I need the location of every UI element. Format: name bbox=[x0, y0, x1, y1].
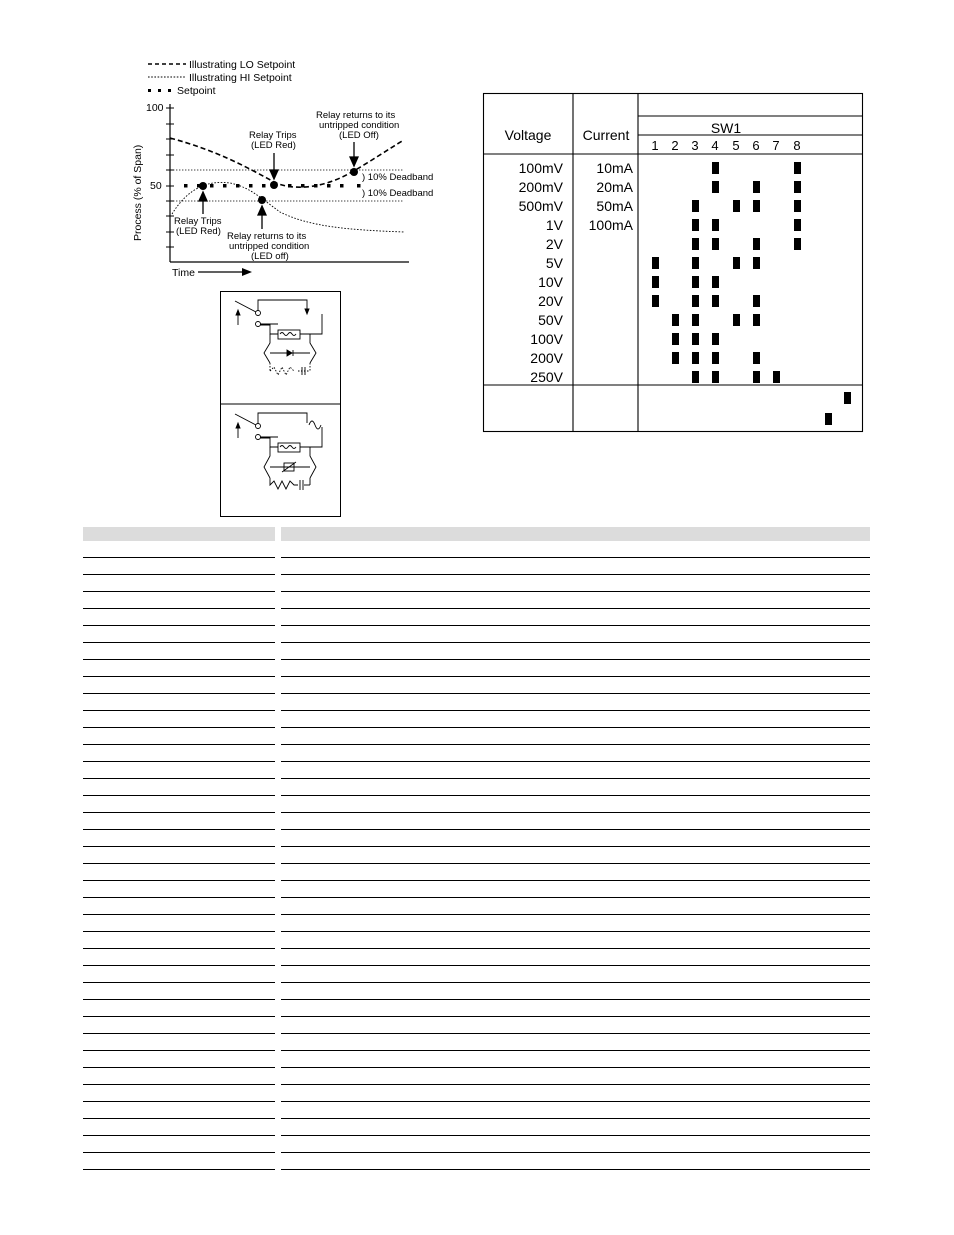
ruled-table-header bbox=[83, 527, 870, 541]
table-row bbox=[530, 350, 760, 366]
table-row bbox=[538, 293, 760, 309]
voltage-cell: 50V bbox=[538, 312, 563, 328]
table-row bbox=[519, 179, 801, 195]
switch-on-indicator bbox=[733, 257, 740, 269]
switch-on-indicator bbox=[794, 219, 801, 231]
switch-on-indicator bbox=[753, 200, 760, 212]
switch-on-indicator bbox=[712, 238, 719, 250]
voltage-cell: 500mV bbox=[518, 198, 563, 214]
ruled-row bbox=[83, 898, 870, 915]
switch-number-3: 3 bbox=[691, 138, 699, 153]
ruled-row bbox=[83, 932, 870, 949]
ruled-row bbox=[83, 779, 870, 796]
table-row bbox=[546, 255, 760, 271]
switch-on-indicator bbox=[794, 238, 801, 250]
table-body bbox=[519, 160, 801, 385]
table-row bbox=[519, 198, 801, 214]
footer-switch-indicator bbox=[825, 413, 832, 425]
switch-on-indicator bbox=[753, 257, 760, 269]
ruled-row bbox=[83, 915, 870, 932]
ruled-row bbox=[83, 626, 870, 643]
voltage-cell: 100mV bbox=[518, 160, 563, 176]
switch-on-indicator bbox=[753, 238, 760, 250]
legend-hi-setpoint: Illustrating HI Setpoint bbox=[189, 72, 292, 84]
header-current: Current bbox=[582, 127, 630, 143]
switch-on-indicator bbox=[672, 333, 679, 345]
chart-legend bbox=[148, 59, 295, 97]
ruled-row bbox=[83, 1136, 870, 1153]
switch-on-indicator bbox=[753, 295, 760, 307]
switch-on-indicator bbox=[712, 295, 719, 307]
ruled-row bbox=[83, 1000, 870, 1017]
ruled-row bbox=[83, 711, 870, 728]
ruled-row bbox=[83, 558, 870, 575]
voltage-cell: 20V bbox=[538, 293, 563, 309]
time-arrow-icon bbox=[198, 268, 252, 276]
ruled-row bbox=[83, 762, 870, 779]
switch-on-indicator bbox=[712, 276, 719, 288]
ruled-blank-table bbox=[83, 527, 870, 1170]
switch-on-indicator bbox=[692, 333, 699, 345]
switch-on-indicator bbox=[692, 238, 699, 250]
switch-on-indicator bbox=[794, 162, 801, 174]
ruled-row bbox=[83, 983, 870, 1000]
switch-on-indicator bbox=[712, 352, 719, 364]
ruled-row bbox=[83, 694, 870, 711]
switch-on-indicator bbox=[753, 181, 760, 193]
table-row bbox=[530, 331, 719, 347]
ruled-row bbox=[83, 813, 870, 830]
switch-on-indicator bbox=[773, 371, 780, 383]
header-voltage: Voltage bbox=[504, 127, 552, 143]
voltage-cell: 2V bbox=[545, 236, 563, 252]
ruled-row bbox=[83, 847, 870, 864]
switch-on-indicator bbox=[692, 314, 699, 326]
switch-number-8: 8 bbox=[793, 138, 801, 153]
switch-on-indicator bbox=[652, 295, 659, 307]
annotation-relay-returns-top: Relay returns to its untripped condition (LED Off) bbox=[316, 110, 400, 141]
legend-lo-setpoint: Illustrating LO Setpoint bbox=[189, 59, 296, 71]
y-tick-100: 100 bbox=[146, 102, 164, 114]
table-row bbox=[538, 274, 719, 290]
current-cell: 50mA bbox=[596, 198, 633, 214]
table-row bbox=[530, 369, 780, 385]
voltage-cell: 1V bbox=[545, 217, 563, 233]
switch-number-6: 6 bbox=[752, 138, 760, 153]
ruled-row bbox=[83, 830, 870, 847]
switch-on-indicator bbox=[733, 200, 740, 212]
switch-on-indicator bbox=[712, 371, 719, 383]
ruled-row bbox=[83, 728, 870, 745]
ruled-row bbox=[83, 864, 870, 881]
switch-on-indicator bbox=[733, 314, 740, 326]
switch-on-indicator bbox=[692, 257, 699, 269]
table-row bbox=[546, 217, 801, 233]
switch-number-7: 7 bbox=[772, 138, 780, 153]
deadband-chart bbox=[128, 54, 434, 284]
table-row bbox=[519, 160, 801, 176]
switch-on-indicator bbox=[753, 371, 760, 383]
ruled-row bbox=[83, 609, 870, 626]
annotation-deadband-upper: ) 10% Deadband bbox=[362, 172, 434, 183]
ruled-row bbox=[83, 949, 870, 966]
voltage-cell: 200mV bbox=[518, 179, 563, 195]
return-point-lo bbox=[350, 168, 358, 176]
switch-on-indicator bbox=[652, 257, 659, 269]
switch-on-indicator bbox=[692, 276, 699, 288]
annotation-relay-trips-top: Relay Trips (LED Red) bbox=[249, 130, 297, 151]
ruled-row bbox=[83, 660, 870, 677]
switch-on-indicator bbox=[672, 314, 679, 326]
ruled-row bbox=[83, 677, 870, 694]
y-axis-label: Process (% of Span) bbox=[132, 144, 144, 241]
switch-on-indicator bbox=[692, 295, 699, 307]
switch-number-2: 2 bbox=[671, 138, 679, 153]
switch-on-indicator bbox=[794, 181, 801, 193]
trip-point-lo bbox=[270, 181, 278, 189]
ruled-row bbox=[83, 1153, 870, 1170]
switch-on-indicator bbox=[692, 371, 699, 383]
annotation-relay-trips-bottom: Relay Trips (LED Red) bbox=[174, 216, 222, 237]
voltage-cell: 10V bbox=[538, 274, 563, 290]
ruled-row bbox=[83, 796, 870, 813]
voltage-cell: 250V bbox=[530, 369, 563, 385]
footer-switch-markers bbox=[825, 392, 851, 425]
switch-number-1: 1 bbox=[651, 138, 659, 153]
annotation-deadband-lower: ) 10% Deadband bbox=[362, 188, 434, 199]
voltage-cell: 100V bbox=[530, 331, 563, 347]
current-cell: 20mA bbox=[596, 179, 633, 195]
range-switch-table bbox=[483, 93, 864, 433]
table-row bbox=[546, 236, 801, 252]
switch-number-4: 4 bbox=[711, 138, 719, 153]
ruled-row bbox=[83, 592, 870, 609]
current-cell: 100mA bbox=[588, 217, 633, 233]
ruled-row bbox=[83, 1085, 870, 1102]
switch-on-indicator bbox=[794, 200, 801, 212]
current-cell: 10mA bbox=[596, 160, 633, 176]
ruled-row bbox=[83, 1068, 870, 1085]
ruled-row bbox=[83, 575, 870, 592]
annotation-relay-returns-bottom: Relay returns to its untripped condition (LED off) bbox=[227, 231, 310, 262]
y-tick-50: 50 bbox=[150, 180, 162, 192]
switch-on-indicator bbox=[692, 219, 699, 231]
voltage-cell: 200V bbox=[530, 350, 563, 366]
table-row bbox=[538, 312, 760, 328]
x-axis-label: Time bbox=[172, 267, 195, 279]
switch-on-indicator bbox=[753, 314, 760, 326]
switch-on-indicator bbox=[712, 181, 719, 193]
switch-number-row bbox=[651, 138, 800, 153]
ruled-row bbox=[83, 966, 870, 983]
relay-schematic-panel bbox=[220, 291, 341, 517]
ruled-row bbox=[83, 1102, 870, 1119]
ruled-row bbox=[83, 643, 870, 660]
voltage-cell: 5V bbox=[545, 255, 563, 271]
switch-on-indicator bbox=[712, 333, 719, 345]
ruled-row bbox=[83, 1034, 870, 1051]
switch-on-indicator bbox=[712, 219, 719, 231]
ruled-row bbox=[83, 745, 870, 762]
switch-on-indicator bbox=[712, 162, 719, 174]
switch-on-indicator bbox=[672, 352, 679, 364]
switch-on-indicator bbox=[692, 352, 699, 364]
ruled-row bbox=[83, 1119, 870, 1136]
switch-number-5: 5 bbox=[732, 138, 740, 153]
trip-point-hi bbox=[199, 182, 207, 190]
ruled-row bbox=[83, 881, 870, 898]
ruled-row bbox=[83, 541, 870, 558]
footer-switch-indicator bbox=[844, 392, 851, 404]
return-point-hi bbox=[258, 196, 266, 204]
switch-on-indicator bbox=[692, 200, 699, 212]
switch-on-indicator bbox=[753, 352, 760, 364]
ruled-row bbox=[83, 1017, 870, 1034]
header-sw1: SW1 bbox=[710, 120, 742, 136]
ruled-row bbox=[83, 1051, 870, 1068]
legend-setpoint: Setpoint bbox=[177, 85, 216, 97]
switch-on-indicator bbox=[652, 276, 659, 288]
